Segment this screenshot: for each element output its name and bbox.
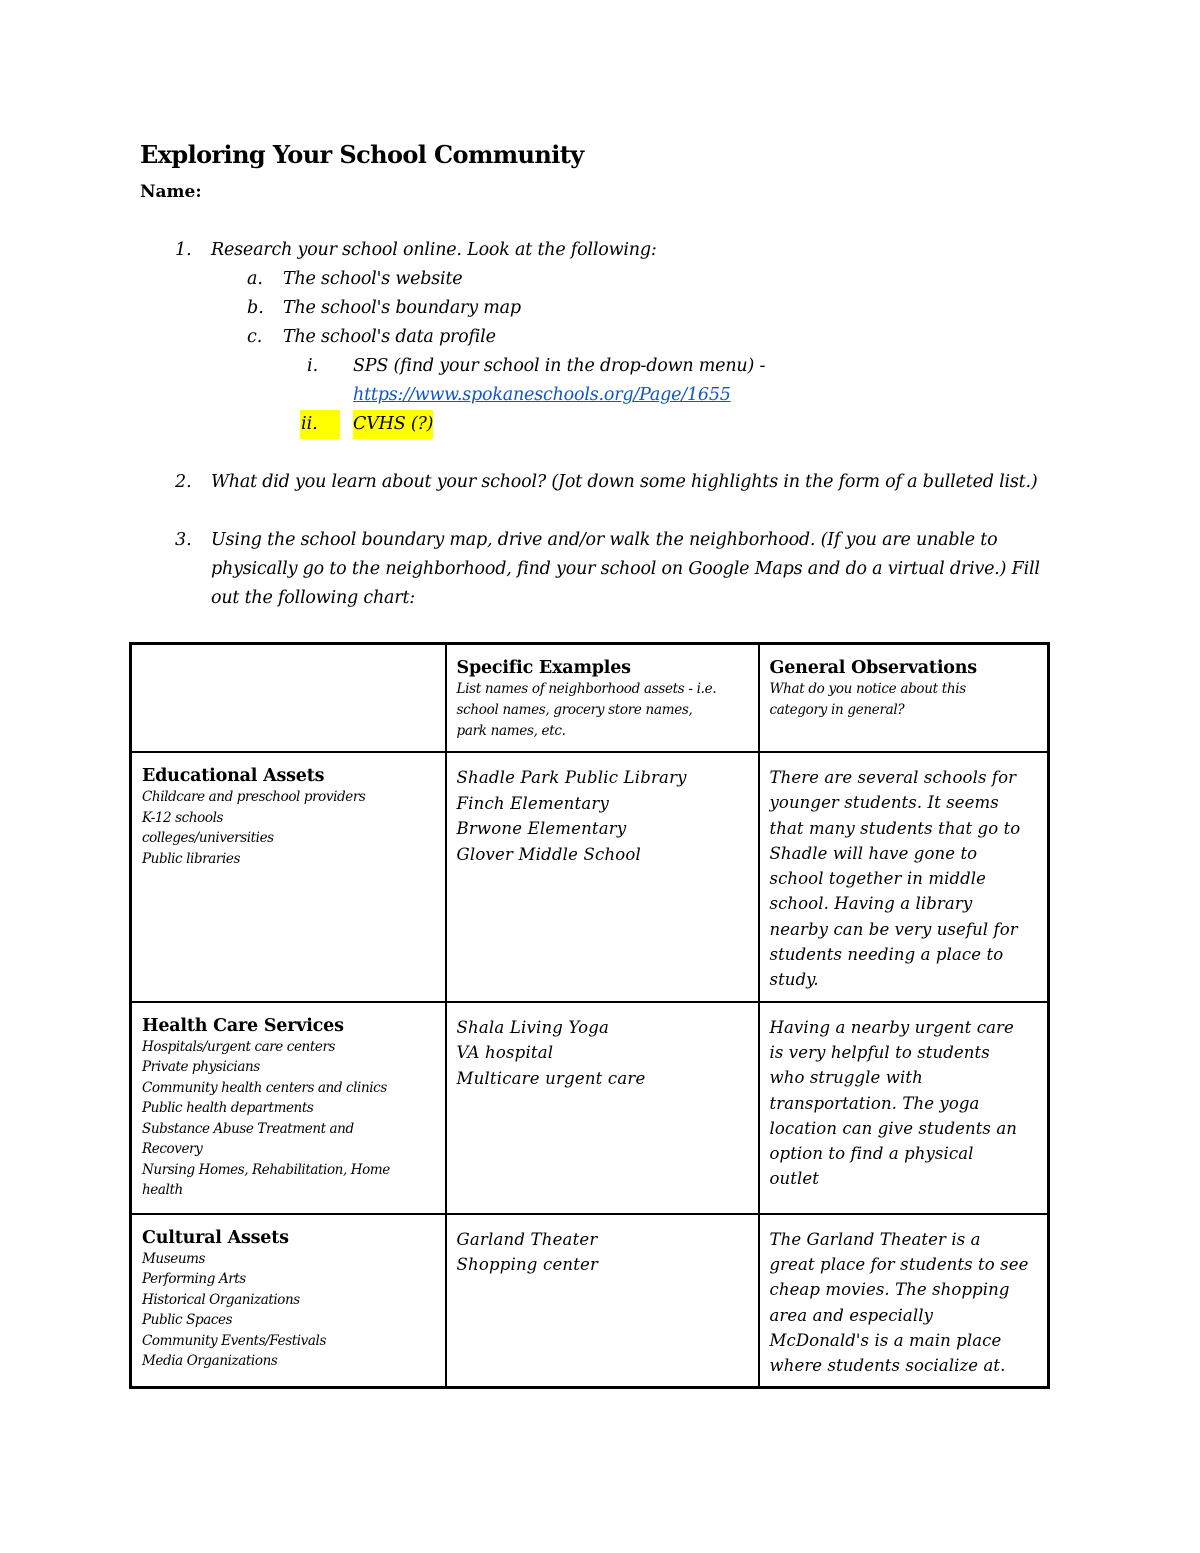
observations-cell[interactable] <box>759 752 1049 1002</box>
observation-line: school together in middle <box>769 869 987 889</box>
example-entry: Shopping center <box>456 1255 599 1275</box>
q2-number: 2. <box>175 472 192 492</box>
q1-item-a-marker: a. <box>247 269 263 289</box>
header-general-observations <box>759 644 1049 753</box>
observation-line: is very helpful to students <box>769 1042 990 1062</box>
table-row <box>131 1002 1049 1214</box>
header-subtitle: park names, etc. <box>456 723 566 739</box>
category-item: colleges/universities <box>142 830 274 846</box>
category-item: K-12 schools <box>142 809 224 826</box>
header-title: Specific Examples <box>456 658 631 678</box>
header-title: General Observations <box>769 658 977 678</box>
observation-line: younger students. It seems <box>769 793 999 813</box>
observation-line: great place for students to see <box>769 1254 1029 1274</box>
q3-line-1: Using the school boundary map, drive and/or walk the neighborhood. (If you are unable to <box>211 530 998 550</box>
q1-number: 1. <box>175 240 192 260</box>
name-label: Name: <box>140 182 202 202</box>
category-title: Health Care Services <box>142 1015 344 1036</box>
q3-line-2: physically go to the neighborhood, find your school on Google Maps and do a virtual drive.) Fill <box>211 559 1040 579</box>
observation-line: that many students that go to <box>769 818 1021 838</box>
observation-line: option to find a physical <box>769 1144 974 1164</box>
q3-line-3: out the following chart: <box>211 588 415 608</box>
header-subtitle: category in general? <box>769 702 905 718</box>
example-entry: VA hospital <box>456 1043 554 1063</box>
page-title: Exploring Your School Community <box>140 140 584 169</box>
category-title: Cultural Assets <box>142 1227 289 1248</box>
examples-cell[interactable] <box>446 1214 759 1388</box>
example-entry: Glover Middle School <box>456 844 642 864</box>
category-cell <box>131 1214 446 1388</box>
q2-text: What did you learn about your school? (Jot down some highlights in the form of a bulleted list.) <box>211 472 1038 492</box>
observation-line: The Garland Theater is a <box>769 1229 981 1249</box>
category-title: Educational Assets <box>142 766 325 786</box>
table-row <box>131 752 1049 1002</box>
category-item: Childcare and preschool providers <box>142 789 366 805</box>
observation-line: Shadle will have gone to <box>769 843 978 863</box>
category-item: Community Events/Festivals <box>142 1332 326 1349</box>
q3-number: 3. <box>175 530 192 550</box>
category-cell <box>131 752 446 1002</box>
observation-line: school. Having a library <box>769 894 973 914</box>
category-item: Public libraries <box>142 850 240 867</box>
table-row <box>131 1214 1049 1388</box>
category-item: Recovery <box>142 1141 203 1158</box>
example-entry: Shadle Park Public Library <box>456 768 687 787</box>
examples-cell[interactable] <box>446 1002 759 1214</box>
example-entry: Multicare urgent care <box>456 1068 646 1088</box>
observation-line: cheap movies. The shopping <box>769 1280 1010 1300</box>
example-entry: Garland Theater <box>456 1229 598 1249</box>
observation-line: transportation. The yoga <box>769 1093 980 1113</box>
observation-line: students needing a place to <box>769 945 1004 965</box>
observation-line: nearby can be very useful for <box>769 919 1018 939</box>
q1-text: Research your school online. Look at the following: <box>211 240 657 260</box>
observation-line: where students socialize at. <box>769 1356 1006 1376</box>
q1-subitem-i: SPS (find your school in the drop-down menu) - <box>353 356 766 376</box>
category-item: Historical Organizations <box>142 1291 300 1308</box>
category-item: Public Spaces <box>142 1312 233 1329</box>
q1-item-c: The school's data profile <box>283 327 496 347</box>
category-item: Museums <box>142 1250 206 1267</box>
sps-profile-link[interactable]: https://www.spokaneschools.org/Page/1655 <box>353 385 731 405</box>
observation-line: location can give students an <box>769 1118 1018 1138</box>
observations-cell[interactable] <box>759 1002 1049 1214</box>
header-subtitle: What do you notice about this <box>769 681 966 697</box>
community-chart-table <box>129 642 1050 1389</box>
observation-line: who struggle with <box>769 1068 923 1088</box>
q1-subitem-ii-marker: ii. <box>300 410 340 439</box>
table-header-row <box>131 644 1049 753</box>
q1-item-b-marker: b. <box>247 298 264 318</box>
header-empty-cell <box>131 644 446 753</box>
observation-line: There are several schools for <box>769 768 1017 787</box>
example-entry: Finch Elementary <box>456 793 609 813</box>
category-item: Performing Arts <box>142 1271 246 1288</box>
header-specific-examples <box>446 644 759 753</box>
example-entry: Shala Living Yoga <box>456 1017 610 1037</box>
observations-cell[interactable] <box>759 1214 1049 1388</box>
q1-item-c-marker: c. <box>247 327 263 347</box>
category-item: health <box>142 1182 183 1199</box>
observation-line: McDonald's is a main place <box>769 1330 1002 1350</box>
observation-line: outlet <box>769 1169 819 1189</box>
observation-line: Having a nearby urgent care <box>769 1017 1014 1037</box>
category-item: Public health departments <box>142 1100 314 1117</box>
header-subtitle: school names, grocery store names, <box>456 702 693 718</box>
category-item: Nursing Homes, Rehabilitation, Home <box>142 1161 390 1178</box>
examples-cell[interactable] <box>446 752 759 1002</box>
category-item: Community health centers and clinics <box>142 1079 387 1096</box>
observation-line: study. <box>769 970 819 990</box>
q1-item-b: The school's boundary map <box>283 298 521 318</box>
category-cell <box>131 1002 446 1214</box>
q1-subitem-ii: CVHS (?) <box>353 410 433 439</box>
category-item: Media Organizations <box>142 1353 278 1370</box>
category-item: Private physicians <box>142 1059 260 1076</box>
category-item: Substance Abuse Treatment and <box>142 1120 354 1137</box>
q1-subitem-i-marker: i. <box>307 356 319 376</box>
q1-item-a: The school's website <box>283 269 463 289</box>
observation-line: area and especially <box>769 1305 934 1325</box>
category-item: Hospitals/urgent care centers <box>142 1038 336 1055</box>
example-entry: Brwone Elementary <box>456 819 627 838</box>
header-subtitle: List names of neighborhood assets - i.e. <box>456 681 717 697</box>
